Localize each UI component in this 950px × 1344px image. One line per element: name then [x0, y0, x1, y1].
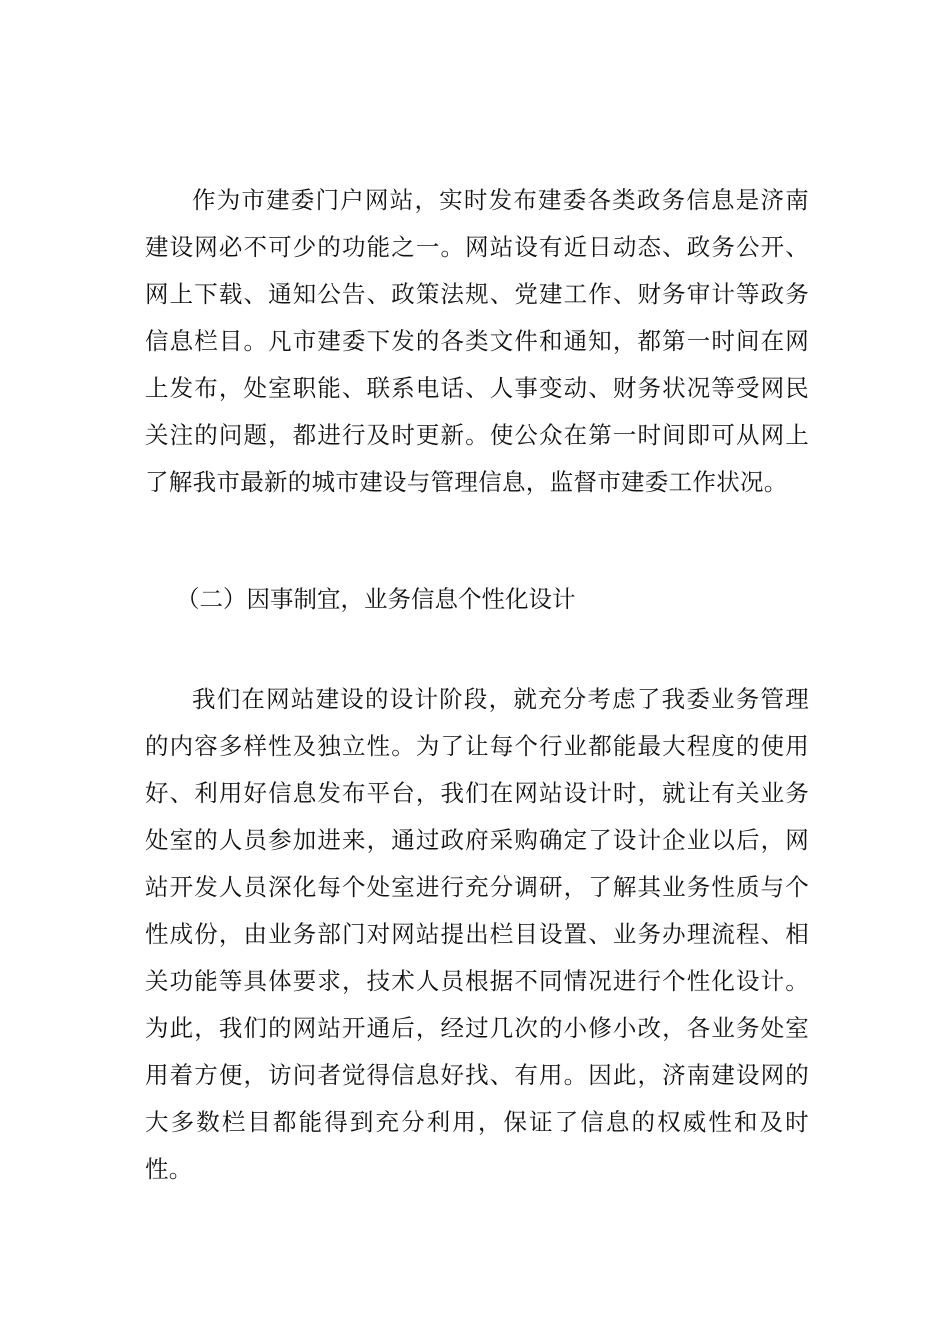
section-heading: （二）因事制宜，业务信息个性化设计 [176, 585, 576, 613]
paragraph-government-info: 作为市建委门户网站，实时发布建委各类政务信息是济南建设网必不可少的功能之一。网站设有近日动态、政务公开、网上下载、通知公告、政策法规、党建工作、财务审计等政务信息栏目。凡市建委下发的各类文件和通知，都第一时间在网上发布，处室职能、联系电话、人事变动、财务状况等受网民关注的问题，都进行及时更新。使公众在第一时间即可从网上了解我市最新的城市建设与管理信息，监督市建委工作状况。 [145, 186, 809, 496]
paragraph-business-info: 我们在网站建设的设计阶段，就充分考虑了我委业务管理的内容多样性及独立性。为了让每个行业都能最大程度的使用好、利用好信息发布平台，我们在网站设计时，就让有关业务处室的人员参加进来，通过政府采购确定了设计企业以后，网站开发人员深化每个处室进行充分调研，了解其业务性质与个性成份，由业务部门对网站提出栏目设置、业务办理流程、相关功能等具体要求，技术人员根据不同情况进行个性化设计。为此，我们的网站开通后，经过几次的小修小改，各业务处室用着方便，访问者觉得信息好找、有用。因此，济南建设网的大多数栏目都能得到充分利用，保证了信息的权威性和及时性。 [145, 685, 809, 1183]
